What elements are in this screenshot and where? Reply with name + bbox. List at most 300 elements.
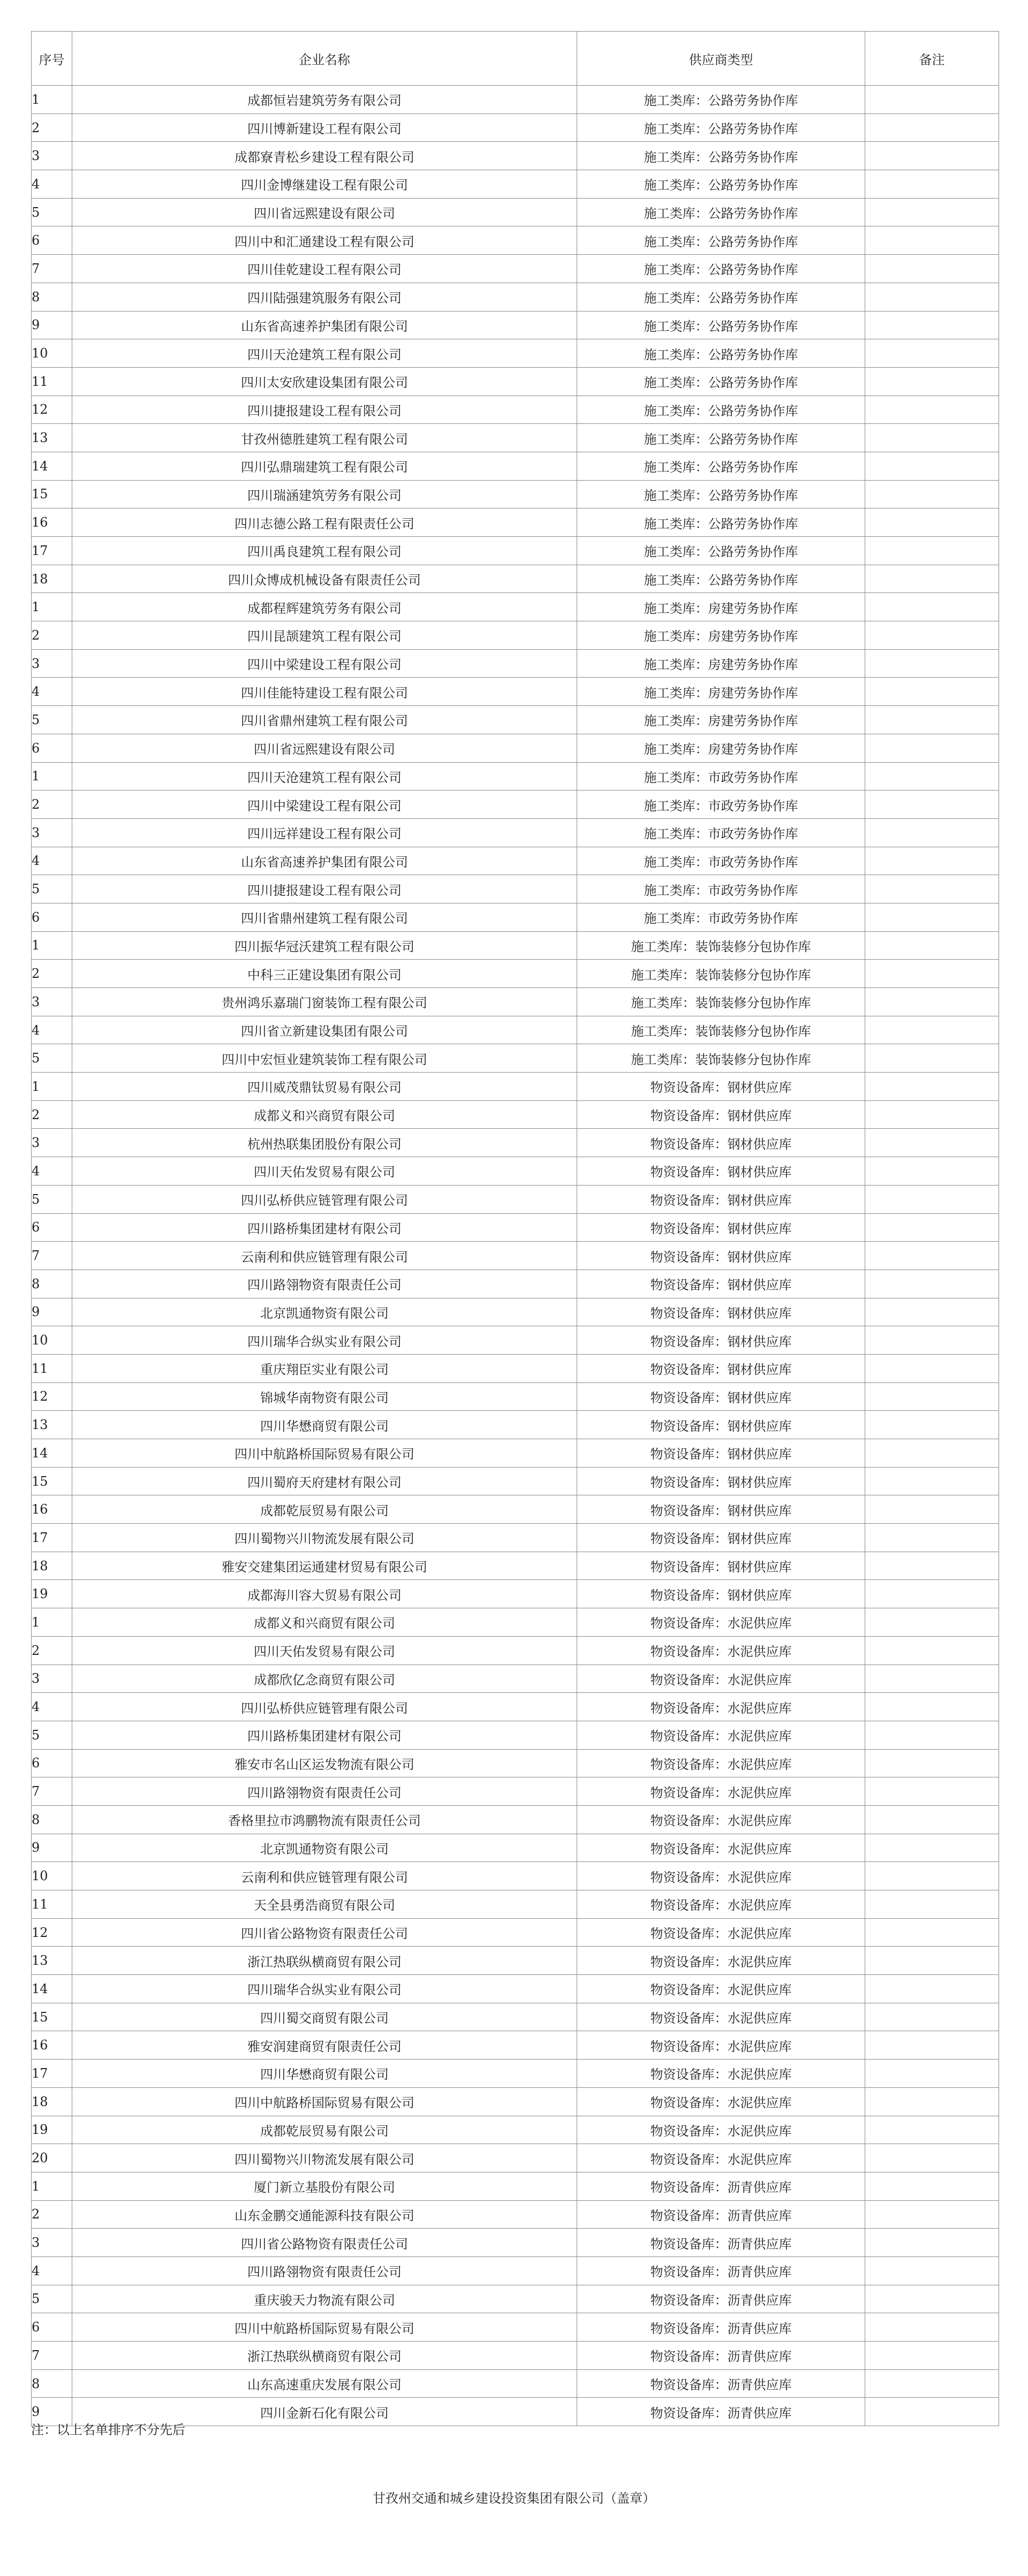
cell-seq: 8 — [32, 1270, 72, 1298]
cell-supplier-type: 施工类库：房建劳务协作库 — [577, 706, 865, 734]
cell-remarks — [865, 2031, 999, 2060]
cell-seq: 20 — [32, 2144, 72, 2172]
table-row — [32, 931, 999, 960]
cell-seq: 9 — [32, 1298, 72, 1326]
cell-remarks — [865, 1016, 999, 1044]
cell-supplier-type: 施工类库：市政劳务协作库 — [577, 818, 865, 847]
header-company-name: 企业名称 — [72, 32, 577, 86]
table-row — [32, 734, 999, 762]
table-row — [32, 2285, 999, 2313]
cell-supplier-type: 施工类库：公路劳务协作库 — [577, 339, 865, 368]
cell-seq: 10 — [32, 1326, 72, 1355]
table-row — [32, 847, 999, 875]
cell-seq: 18 — [32, 565, 72, 593]
cell-company-name: 四川天佑发贸易有限公司 — [72, 1157, 577, 1186]
cell-company-name: 四川中宏恒业建筑装饰工程有限公司 — [72, 1044, 577, 1073]
table-row — [32, 1749, 999, 1777]
cell-company-name: 山东高速重庆发展有限公司 — [72, 2369, 577, 2398]
cell-company-name: 浙江热联纵横商贸有限公司 — [72, 1947, 577, 1975]
cell-seq: 13 — [32, 1947, 72, 1975]
cell-company-name: 成都寮青松乡建设工程有限公司 — [72, 142, 577, 170]
cell-company-name: 四川陆强建筑服务有限公司 — [72, 283, 577, 311]
cell-company-name: 云南利和供应链管理有限公司 — [72, 1242, 577, 1270]
cell-remarks — [865, 113, 999, 142]
cell-seq: 13 — [32, 1411, 72, 1439]
cell-seq: 15 — [32, 2003, 72, 2031]
table-row — [32, 311, 999, 339]
cell-supplier-type: 施工类库：公路劳务协作库 — [577, 480, 865, 508]
cell-supplier-type: 物资设备库：水泥供应库 — [577, 1890, 865, 1919]
cell-company-name: 四川瑞华合纵实业有限公司 — [72, 1975, 577, 2003]
cell-company-name: 四川禹良建筑工程有限公司 — [72, 537, 577, 565]
cell-remarks — [865, 1270, 999, 1298]
table-row — [32, 1552, 999, 1580]
cell-company-name: 四川省鼎州建筑工程有限公司 — [72, 706, 577, 734]
cell-supplier-type: 施工类库：装饰装修分包协作库 — [577, 960, 865, 988]
table-row — [32, 593, 999, 621]
cell-company-name: 四川博新建设工程有限公司 — [72, 113, 577, 142]
cell-seq: 2 — [32, 1636, 72, 1665]
table-row — [32, 1777, 999, 1806]
cell-remarks — [865, 593, 999, 621]
cell-seq: 4 — [32, 1157, 72, 1186]
cell-supplier-type: 施工类库：装饰装修分包协作库 — [577, 931, 865, 960]
cell-supplier-type: 施工类库：公路劳务协作库 — [577, 86, 865, 114]
cell-seq: 11 — [32, 1890, 72, 1919]
cell-supplier-type: 施工类库：市政劳务协作库 — [577, 875, 865, 903]
cell-company-name: 成都乾辰贸易有限公司 — [72, 2116, 577, 2144]
cell-seq: 3 — [32, 1665, 72, 1693]
cell-seq: 5 — [32, 1721, 72, 1749]
cell-supplier-type: 物资设备库：水泥供应库 — [577, 1975, 865, 2003]
table-row — [32, 198, 999, 226]
cell-remarks — [865, 2144, 999, 2172]
table-row — [32, 1975, 999, 2003]
cell-supplier-type: 施工类库：公路劳务协作库 — [577, 367, 865, 396]
cell-remarks — [865, 847, 999, 875]
cell-remarks — [865, 2003, 999, 2031]
cell-company-name: 四川金博继建设工程有限公司 — [72, 170, 577, 199]
cell-company-name: 四川捷报建设工程有限公司 — [72, 396, 577, 424]
cell-supplier-type: 施工类库：公路劳务协作库 — [577, 283, 865, 311]
table-row — [32, 903, 999, 931]
cell-seq: 16 — [32, 2031, 72, 2060]
issuer-signature: 甘孜州交通和城乡建设投资集团有限公司（盖章） — [373, 2491, 655, 2506]
cell-seq: 5 — [32, 1185, 72, 1213]
cell-seq: 9 — [32, 1834, 72, 1862]
cell-supplier-type: 物资设备库：水泥供应库 — [577, 1777, 865, 1806]
cell-remarks — [865, 1805, 999, 1834]
cell-supplier-type: 施工类库：公路劳务协作库 — [577, 424, 865, 452]
cell-company-name: 雅安润建商贸有限责任公司 — [72, 2031, 577, 2060]
cell-supplier-type: 施工类库：装饰装修分包协作库 — [577, 988, 865, 1016]
cell-company-name: 厦门新立基股份有限公司 — [72, 2172, 577, 2200]
cell-seq: 15 — [32, 1467, 72, 1495]
cell-seq: 1 — [32, 2172, 72, 2200]
table-row — [32, 2172, 999, 2200]
cell-remarks — [865, 452, 999, 480]
cell-supplier-type: 物资设备库：钢材供应库 — [577, 1326, 865, 1355]
cell-remarks — [865, 931, 999, 960]
cell-seq: 2 — [32, 621, 72, 650]
cell-remarks — [865, 818, 999, 847]
table-row — [32, 2144, 999, 2172]
cell-supplier-type: 物资设备库：钢材供应库 — [577, 1552, 865, 1580]
cell-supplier-type: 施工类库：房建劳务协作库 — [577, 649, 865, 678]
cell-company-name: 云南利和供应链管理有限公司 — [72, 1862, 577, 1890]
table-row — [32, 1495, 999, 1524]
table-row — [32, 988, 999, 1016]
cell-remarks — [865, 1721, 999, 1749]
cell-remarks — [865, 2229, 999, 2257]
cell-company-name: 甘孜州德胜建筑工程有限公司 — [72, 424, 577, 452]
table-row — [32, 1918, 999, 1947]
cell-remarks — [865, 198, 999, 226]
cell-remarks — [865, 1298, 999, 1326]
cell-supplier-type: 施工类库：公路劳务协作库 — [577, 311, 865, 339]
cell-company-name: 四川众博成机械设备有限责任公司 — [72, 565, 577, 593]
table-row — [32, 1242, 999, 1270]
table-row — [32, 762, 999, 791]
table-row — [32, 1411, 999, 1439]
cell-remarks — [865, 1975, 999, 2003]
cell-supplier-type: 物资设备库：水泥供应库 — [577, 1918, 865, 1947]
cell-seq: 4 — [32, 170, 72, 199]
table-row — [32, 339, 999, 368]
cell-company-name: 成都义和兴商贸有限公司 — [72, 1608, 577, 1637]
table-row — [32, 1947, 999, 1975]
cell-seq: 1 — [32, 1073, 72, 1101]
table-row — [32, 1298, 999, 1326]
cell-seq: 1 — [32, 931, 72, 960]
cell-supplier-type: 物资设备库：水泥供应库 — [577, 1693, 865, 1721]
cell-company-name: 成都义和兴商贸有限公司 — [72, 1100, 577, 1129]
cell-seq: 4 — [32, 678, 72, 706]
cell-supplier-type: 物资设备库：水泥供应库 — [577, 2031, 865, 2060]
cell-remarks — [865, 621, 999, 650]
cell-supplier-type: 施工类库：公路劳务协作库 — [577, 113, 865, 142]
cell-seq: 6 — [32, 226, 72, 255]
cell-company-name: 四川省公路物资有限责任公司 — [72, 2229, 577, 2257]
cell-supplier-type: 施工类库：公路劳务协作库 — [577, 537, 865, 565]
cell-supplier-type: 物资设备库：沥青供应库 — [577, 2172, 865, 2200]
cell-supplier-type: 物资设备库：钢材供应库 — [577, 1467, 865, 1495]
cell-seq: 19 — [32, 1580, 72, 1608]
table-row — [32, 2200, 999, 2229]
cell-supplier-type: 施工类库：公路劳务协作库 — [577, 198, 865, 226]
table-row — [32, 1721, 999, 1749]
cell-seq: 15 — [32, 480, 72, 508]
cell-company-name: 四川捷报建设工程有限公司 — [72, 875, 577, 903]
cell-seq: 4 — [32, 1693, 72, 1721]
cell-remarks — [865, 1834, 999, 1862]
cell-company-name: 山东省高速养护集团有限公司 — [72, 847, 577, 875]
cell-remarks — [865, 2398, 999, 2426]
cell-remarks — [865, 1326, 999, 1355]
table-row — [32, 283, 999, 311]
table-row — [32, 791, 999, 819]
cell-remarks — [865, 903, 999, 931]
cell-company-name: 四川省立新建设集团有限公司 — [72, 1016, 577, 1044]
cell-company-name: 成都程辉建筑劳务有限公司 — [72, 593, 577, 621]
cell-seq: 7 — [32, 1777, 72, 1806]
cell-remarks — [865, 762, 999, 791]
cell-supplier-type: 物资设备库：水泥供应库 — [577, 2060, 865, 2088]
cell-company-name: 四川天沧建筑工程有限公司 — [72, 762, 577, 791]
cell-seq: 8 — [32, 2369, 72, 2398]
cell-company-name: 四川弘鼎瑞建筑工程有限公司 — [72, 452, 577, 480]
table-row — [32, 818, 999, 847]
table-row — [32, 1524, 999, 1552]
cell-seq: 5 — [32, 1044, 72, 1073]
cell-seq: 9 — [32, 2398, 72, 2426]
table-row — [32, 678, 999, 706]
cell-remarks — [865, 875, 999, 903]
cell-seq: 6 — [32, 1749, 72, 1777]
cell-seq: 2 — [32, 791, 72, 819]
cell-company-name: 四川中梁建设工程有限公司 — [72, 791, 577, 819]
cell-remarks — [865, 1580, 999, 1608]
cell-seq: 3 — [32, 818, 72, 847]
table-row — [32, 1580, 999, 1608]
cell-company-name: 四川天沧建筑工程有限公司 — [72, 339, 577, 368]
cell-supplier-type: 物资设备库：钢材供应库 — [577, 1100, 865, 1129]
cell-supplier-type: 施工类库：公路劳务协作库 — [577, 452, 865, 480]
cell-remarks — [865, 2116, 999, 2144]
cell-seq: 1 — [32, 86, 72, 114]
cell-company-name: 中科三正建设集团有限公司 — [72, 960, 577, 988]
cell-seq: 3 — [32, 988, 72, 1016]
table-row — [32, 2229, 999, 2257]
cell-supplier-type: 施工类库：房建劳务协作库 — [577, 593, 865, 621]
cell-company-name: 四川蜀物兴川物流发展有限公司 — [72, 2144, 577, 2172]
cell-remarks — [865, 1665, 999, 1693]
table-row — [32, 170, 999, 199]
cell-seq: 2 — [32, 2200, 72, 2229]
cell-company-name: 成都乾辰贸易有限公司 — [72, 1495, 577, 1524]
cell-supplier-type: 物资设备库：钢材供应库 — [577, 1354, 865, 1382]
cell-seq: 5 — [32, 2285, 72, 2313]
table-row — [32, 2369, 999, 2398]
table-header-row — [32, 32, 999, 86]
cell-company-name: 四川中航路桥国际贸易有限公司 — [72, 2313, 577, 2342]
cell-seq: 3 — [32, 649, 72, 678]
cell-supplier-type: 物资设备库：钢材供应库 — [577, 1157, 865, 1186]
cell-remarks — [865, 1693, 999, 1721]
cell-company-name: 四川天佑发贸易有限公司 — [72, 1636, 577, 1665]
table-row — [32, 1636, 999, 1665]
table-row — [32, 2256, 999, 2285]
table-row — [32, 1073, 999, 1101]
cell-company-name: 四川佳能特建设工程有限公司 — [72, 678, 577, 706]
cell-remarks — [865, 706, 999, 734]
cell-company-name: 四川路桥集团建材有限公司 — [72, 1213, 577, 1242]
cell-company-name: 四川华懋商贸有限公司 — [72, 2060, 577, 2088]
cell-supplier-type: 物资设备库：钢材供应库 — [577, 1213, 865, 1242]
cell-company-name: 四川威茂鼎钛贸易有限公司 — [72, 1073, 577, 1101]
cell-company-name: 四川路翎物资有限责任公司 — [72, 1270, 577, 1298]
table-row — [32, 367, 999, 396]
cell-seq: 4 — [32, 847, 72, 875]
cell-seq: 5 — [32, 198, 72, 226]
cell-remarks — [865, 1073, 999, 1101]
cell-supplier-type: 物资设备库：水泥供应库 — [577, 2003, 865, 2031]
table-row — [32, 565, 999, 593]
cell-remarks — [865, 1777, 999, 1806]
cell-seq: 14 — [32, 1439, 72, 1468]
cell-remarks — [865, 2369, 999, 2398]
cell-company-name: 四川远祥建设工程有限公司 — [72, 818, 577, 847]
cell-seq: 7 — [32, 2342, 72, 2370]
cell-seq: 17 — [32, 1524, 72, 1552]
cell-remarks — [865, 339, 999, 368]
cell-supplier-type: 物资设备库：水泥供应库 — [577, 1749, 865, 1777]
cell-seq: 16 — [32, 1495, 72, 1524]
cell-remarks — [865, 424, 999, 452]
table-row — [32, 1016, 999, 1044]
cell-company-name: 四川华懋商贸有限公司 — [72, 1411, 577, 1439]
cell-seq: 3 — [32, 1129, 72, 1157]
cell-company-name: 贵州鸿乐嘉瑞门窗装饰工程有限公司 — [72, 988, 577, 1016]
cell-supplier-type: 施工类库：装饰装修分包协作库 — [577, 1044, 865, 1073]
cell-remarks — [865, 396, 999, 424]
cell-remarks — [865, 1552, 999, 1580]
cell-company-name: 四川路桥集团建材有限公司 — [72, 1721, 577, 1749]
cell-seq: 5 — [32, 706, 72, 734]
cell-company-name: 重庆骏天力物流有限公司 — [72, 2285, 577, 2313]
cell-seq: 13 — [32, 424, 72, 452]
cell-remarks — [865, 311, 999, 339]
cell-company-name: 四川蜀交商贸有限公司 — [72, 2003, 577, 2031]
cell-remarks — [865, 1100, 999, 1129]
cell-seq: 5 — [32, 875, 72, 903]
cell-seq: 1 — [32, 593, 72, 621]
cell-remarks — [865, 2087, 999, 2116]
cell-seq: 12 — [32, 396, 72, 424]
cell-seq: 11 — [32, 1354, 72, 1382]
cell-company-name: 四川省公路物资有限责任公司 — [72, 1918, 577, 1947]
cell-seq: 7 — [32, 1242, 72, 1270]
cell-remarks — [865, 1242, 999, 1270]
cell-remarks — [865, 2060, 999, 2088]
cell-supplier-type: 物资设备库：钢材供应库 — [577, 1298, 865, 1326]
cell-supplier-type: 物资设备库：沥青供应库 — [577, 2369, 865, 2398]
cell-supplier-type: 物资设备库：钢材供应库 — [577, 1270, 865, 1298]
table-row — [32, 1326, 999, 1355]
cell-remarks — [865, 649, 999, 678]
cell-company-name: 四川佳乾建设工程有限公司 — [72, 255, 577, 283]
cell-supplier-type: 物资设备库：钢材供应库 — [577, 1242, 865, 1270]
cell-remarks — [865, 565, 999, 593]
cell-remarks — [865, 537, 999, 565]
cell-seq: 17 — [32, 2060, 72, 2088]
cell-seq: 4 — [32, 1016, 72, 1044]
cell-remarks — [865, 283, 999, 311]
header-supplier-type: 供应商类型 — [577, 32, 865, 86]
table-row — [32, 1890, 999, 1919]
cell-remarks — [865, 1129, 999, 1157]
cell-seq: 1 — [32, 762, 72, 791]
cell-seq: 12 — [32, 1918, 72, 1947]
cell-company-name: 浙江热联纵横商贸有限公司 — [72, 2342, 577, 2370]
header-remarks: 备注 — [865, 32, 999, 86]
cell-remarks — [865, 1918, 999, 1947]
cell-remarks — [865, 2172, 999, 2200]
table-row — [32, 396, 999, 424]
table-row — [32, 960, 999, 988]
table-row — [32, 508, 999, 537]
cell-seq: 6 — [32, 903, 72, 931]
cell-company-name: 四川省鼎州建筑工程有限公司 — [72, 903, 577, 931]
cell-company-name: 四川振华冠沃建筑工程有限公司 — [72, 931, 577, 960]
cell-remarks — [865, 1947, 999, 1975]
cell-remarks — [865, 791, 999, 819]
cell-supplier-type: 物资设备库：钢材供应库 — [577, 1382, 865, 1411]
cell-supplier-type: 物资设备库：水泥供应库 — [577, 1862, 865, 1890]
cell-seq: 8 — [32, 1805, 72, 1834]
cell-supplier-type: 物资设备库：钢材供应库 — [577, 1185, 865, 1213]
cell-company-name: 重庆翔臣实业有限公司 — [72, 1354, 577, 1382]
cell-company-name: 北京凯通物资有限公司 — [72, 1298, 577, 1326]
table-row — [32, 2060, 999, 2088]
cell-supplier-type: 物资设备库：水泥供应库 — [577, 2087, 865, 2116]
cell-seq: 3 — [32, 2229, 72, 2257]
cell-remarks — [865, 1157, 999, 1186]
cell-company-name: 北京凯通物资有限公司 — [72, 1834, 577, 1862]
cell-company-name: 四川金新石化有限公司 — [72, 2398, 577, 2426]
cell-remarks — [865, 1636, 999, 1665]
cell-company-name: 四川中和汇通建设工程有限公司 — [72, 226, 577, 255]
cell-company-name: 雅安交建集团运通建材贸易有限公司 — [72, 1552, 577, 1580]
cell-remarks — [865, 367, 999, 396]
cell-seq: 8 — [32, 283, 72, 311]
cell-company-name: 四川省远熙建设有限公司 — [72, 734, 577, 762]
cell-remarks — [865, 1467, 999, 1495]
cell-supplier-type: 施工类库：房建劳务协作库 — [577, 621, 865, 650]
cell-remarks — [865, 2200, 999, 2229]
cell-remarks — [865, 2285, 999, 2313]
cell-remarks — [865, 226, 999, 255]
cell-remarks — [865, 988, 999, 1016]
cell-supplier-type: 施工类库：公路劳务协作库 — [577, 226, 865, 255]
cell-remarks — [865, 2342, 999, 2370]
cell-remarks — [865, 1185, 999, 1213]
table-row — [32, 255, 999, 283]
cell-supplier-type: 施工类库：公路劳务协作库 — [577, 396, 865, 424]
table-row — [32, 1185, 999, 1213]
cell-company-name: 四川弘桥供应链管理有限公司 — [72, 1693, 577, 1721]
cell-supplier-type: 物资设备库：水泥供应库 — [577, 2116, 865, 2144]
cell-supplier-type: 施工类库：公路劳务协作库 — [577, 255, 865, 283]
cell-company-name: 雅安市名山区运发物流有限公司 — [72, 1749, 577, 1777]
cell-company-name: 四川中航路桥国际贸易有限公司 — [72, 1439, 577, 1468]
table-row — [32, 1270, 999, 1298]
cell-seq: 10 — [32, 1862, 72, 1890]
table-row — [32, 1834, 999, 1862]
cell-remarks — [865, 1213, 999, 1242]
table-row — [32, 1129, 999, 1157]
cell-company-name: 四川蜀物兴川物流发展有限公司 — [72, 1524, 577, 1552]
cell-supplier-type: 物资设备库：钢材供应库 — [577, 1439, 865, 1468]
cell-supplier-type: 物资设备库：沥青供应库 — [577, 2200, 865, 2229]
cell-company-name: 成都欣亿念商贸有限公司 — [72, 1665, 577, 1693]
table-row — [32, 1100, 999, 1129]
cell-company-name: 四川瑞涵建筑劳务有限公司 — [72, 480, 577, 508]
table-row — [32, 113, 999, 142]
table-row — [32, 1382, 999, 1411]
cell-supplier-type: 物资设备库：沥青供应库 — [577, 2398, 865, 2426]
cell-seq: 18 — [32, 1552, 72, 1580]
